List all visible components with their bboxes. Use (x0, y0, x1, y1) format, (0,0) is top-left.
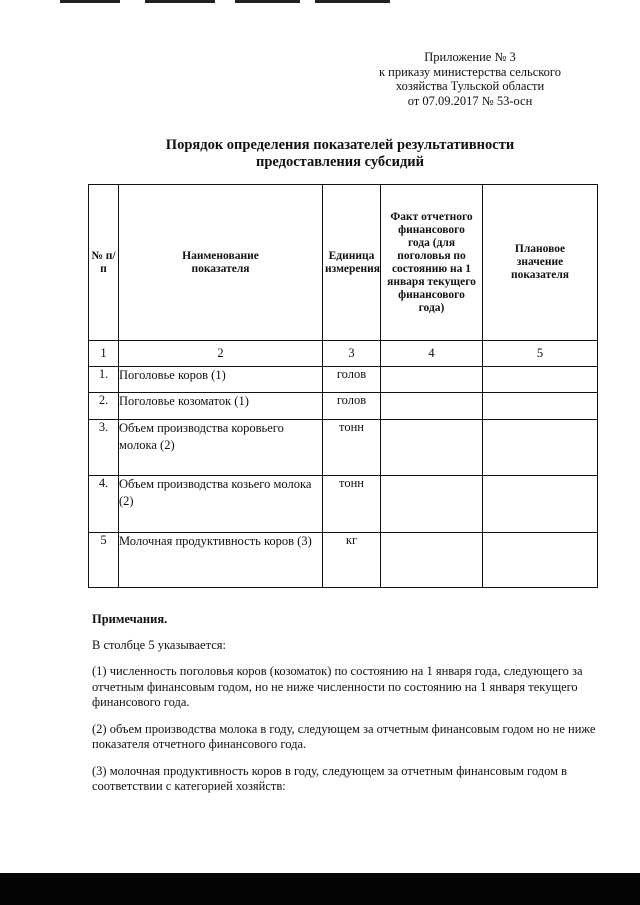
row-name: Поголовье коров (1) (119, 367, 323, 393)
notes-intro: В столбце 5 указывается: (92, 637, 226, 652)
row-fact-cell (381, 367, 483, 393)
notes-section (92, 612, 597, 806)
row-name: Объем производства коровьего молока (2) (119, 420, 323, 476)
row-name: Объем производства козьего молока (2) (119, 476, 323, 533)
header-fact: Факт отчетного финансового года (для поголовья по состоянию на 1 января текущего финансового года) (381, 185, 483, 341)
row-unit: голов (323, 393, 381, 420)
title-line-1: Порядок определения показателей результативности (165, 137, 515, 153)
row-unit: тонн (323, 420, 381, 476)
appendix-line-2: к приказу министерства сельского (378, 64, 561, 79)
row-plan-cell (483, 393, 598, 420)
column-number: 5 (483, 341, 598, 367)
appendix-block (345, 50, 595, 108)
appendix-line-3: хозяйства Тульской области (395, 79, 545, 93)
row-num: 4. (89, 476, 119, 533)
column-number: 1 (89, 341, 119, 367)
row-fact-cell (381, 393, 483, 420)
table-row (89, 420, 598, 476)
table-row (89, 533, 598, 588)
note-1: (1) численность поголовья коров (козоматок) по состоянию на 1 января года, следующего за отчетным финансовым годом, но не ниже численности по состоянию на 1 января текущего финансового года. (92, 664, 583, 709)
header-num: № п/п (89, 185, 119, 341)
row-unit: кг (323, 533, 381, 588)
scan-artifact-bottom (0, 873, 640, 905)
row-unit: тонн (323, 476, 381, 533)
note-3: (3) молочная продуктивность коров в году, следующем за отчетным финансовым годом в соответствии с категорией хозяйств: (92, 763, 568, 793)
appendix-line-4: от 07.09.2017 № 53-осн (407, 93, 533, 108)
scan-artifact-top (60, 0, 390, 3)
column-numbers-row (89, 341, 598, 367)
row-num: 3. (89, 420, 119, 476)
title-line-2: предоставления субсидий (255, 154, 424, 170)
note-2: (2) объем производства молока в году, следующем за отчетным финансовым годом но не ниже показателя отчетного финансового года. (92, 721, 596, 751)
table-row (89, 367, 598, 393)
row-name: Молочная продуктивность коров (3) (119, 533, 323, 588)
table-row (89, 476, 598, 533)
column-number: 2 (119, 341, 323, 367)
header-plan: Плановое значение показателя (483, 185, 598, 341)
row-unit: голов (323, 367, 381, 393)
row-name: Поголовье козоматок (1) (119, 393, 323, 420)
row-fact-cell (381, 420, 483, 476)
appendix-line-1: Приложение № 3 (424, 50, 516, 64)
table-row (89, 393, 598, 420)
row-plan-cell (483, 367, 598, 393)
row-plan-cell (483, 533, 598, 588)
header-unit: Единица измерения (323, 185, 381, 341)
row-plan-cell (483, 476, 598, 533)
header-name: Наименование показателя (119, 185, 323, 341)
row-num: 5 (89, 533, 119, 588)
row-plan-cell (483, 420, 598, 476)
row-num: 2. (89, 393, 119, 420)
indicators-table (88, 184, 598, 588)
notes-heading: Примечания. (92, 612, 168, 626)
row-fact-cell (381, 533, 483, 588)
row-num: 1. (89, 367, 119, 393)
column-number: 4 (381, 341, 483, 367)
row-fact-cell (381, 476, 483, 533)
table-header-row (89, 185, 598, 341)
document-title (90, 137, 590, 171)
column-number: 3 (323, 341, 381, 367)
